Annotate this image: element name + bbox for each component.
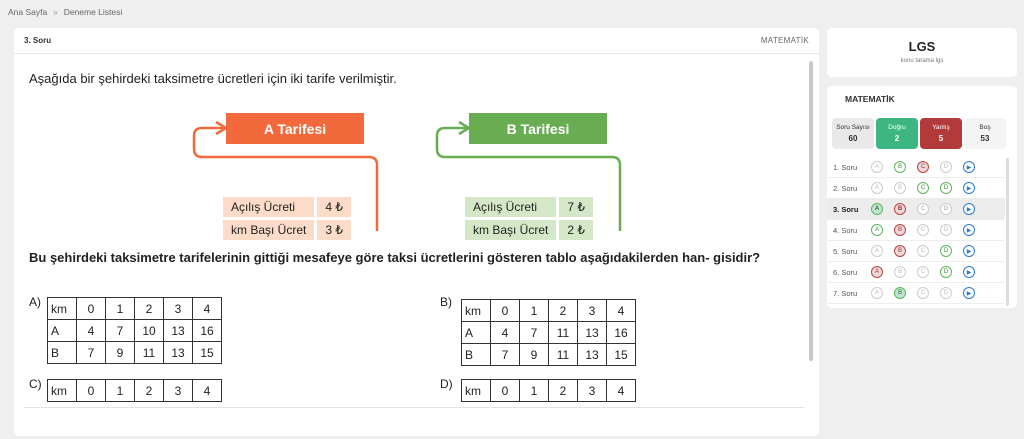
stat-correct <box>876 118 918 149</box>
tariff-arrows <box>14 61 814 231</box>
choice-b-bubble[interactable]: B <box>894 287 906 299</box>
table-cell: 11 <box>549 322 578 344</box>
stat-total-label: Soru Sayısı <box>836 124 870 131</box>
table-cell: 10 <box>135 320 164 342</box>
tariff-b-km-value: 2 ₺ <box>559 220 593 240</box>
table-cell: 13 <box>578 344 607 366</box>
table-cell: 13 <box>164 342 193 364</box>
question-list-label: 1. Soru <box>833 162 858 172</box>
table-row <box>462 300 636 322</box>
table-cell: 1 <box>106 298 135 320</box>
table-cell: 9 <box>106 342 135 364</box>
answer-panel <box>827 86 1017 308</box>
play-icon[interactable]: ▶ <box>963 245 975 257</box>
question-list-label: 7. Soru <box>833 288 858 298</box>
table-cell: 2 <box>135 380 164 402</box>
tariff-b-title: B Tarifesi <box>469 113 607 144</box>
table-cell: 1 <box>520 300 549 322</box>
choice-b-bubble[interactable]: B <box>894 161 906 173</box>
table-cell: 13 <box>578 322 607 344</box>
question-number: 3. Soru <box>24 36 52 45</box>
stat-empty <box>964 118 1006 149</box>
choice-c-bubble[interactable]: C <box>917 161 929 173</box>
option-d-table[interactable] <box>461 379 636 402</box>
table-cell: 15 <box>607 344 636 366</box>
choice-c-bubble[interactable]: C <box>917 266 929 278</box>
table-cell: B <box>462 344 491 366</box>
question-list-item[interactable] <box>827 241 1005 262</box>
table-row <box>48 342 222 364</box>
choice-a-bubble[interactable]: A <box>871 161 883 173</box>
breadcrumb-home[interactable]: Ana Sayfa <box>8 7 48 17</box>
question-list <box>827 157 1005 304</box>
stat-correct-value: 2 <box>894 134 900 143</box>
question-list-item[interactable] <box>827 199 1005 220</box>
play-icon[interactable]: ▶ <box>963 224 975 236</box>
tariff-b-table <box>462 194 596 243</box>
breadcrumb <box>0 0 1024 24</box>
tariff-b-opening-label: Açılış Ücreti <box>465 197 556 217</box>
choice-a-bubble[interactable]: A <box>871 182 883 194</box>
choice-c-bubble[interactable]: C <box>917 287 929 299</box>
question-header <box>14 28 819 54</box>
choice-d-bubble[interactable]: D <box>940 182 952 194</box>
table-cell: 1 <box>106 380 135 402</box>
choice-b-bubble[interactable]: B <box>894 203 906 215</box>
question-list-item[interactable] <box>827 220 1005 241</box>
tariff-a-table <box>220 194 354 243</box>
table-cell: 16 <box>193 320 222 342</box>
question-list-label: 2. Soru <box>833 183 858 193</box>
question-list-item[interactable] <box>827 157 1005 178</box>
question-list-scrollbar[interactable] <box>1006 158 1009 306</box>
table-cell: 7 <box>491 344 520 366</box>
question-content <box>14 61 814 407</box>
table-cell: 2 <box>135 298 164 320</box>
question-list-item[interactable] <box>827 178 1005 199</box>
table-cell: 2 <box>549 380 578 402</box>
table-cell: km <box>48 380 77 402</box>
option-c-table[interactable] <box>47 379 222 402</box>
exam-info-card <box>827 28 1017 77</box>
choice-d-bubble[interactable]: D <box>940 245 952 257</box>
divider <box>24 407 804 408</box>
table-cell: 4 <box>607 300 636 322</box>
table-cell: 4 <box>607 380 636 402</box>
option-d-label[interactable]: D) <box>440 377 453 391</box>
table-cell: 4 <box>491 322 520 344</box>
question-list-item[interactable] <box>827 262 1005 283</box>
option-a-label[interactable]: A) <box>29 295 41 309</box>
question-card <box>14 28 819 436</box>
option-b-table[interactable] <box>461 299 636 366</box>
tariff-a-opening-value: 4 ₺ <box>317 197 351 217</box>
tariff-b-km-label: km Başı Ücret <box>465 220 556 240</box>
table-cell: 4 <box>77 320 106 342</box>
exam-title: LGS <box>908 39 936 54</box>
table-cell: 15 <box>193 342 222 364</box>
table-row <box>48 380 222 402</box>
stat-wrong-label: Yanlış <box>932 124 950 131</box>
table-cell: 16 <box>607 322 636 344</box>
question-list-label: 5. Soru <box>833 246 858 256</box>
choice-c-bubble[interactable]: C <box>917 245 929 257</box>
table-cell: 7 <box>520 322 549 344</box>
option-c-label[interactable]: C) <box>29 377 42 391</box>
stat-wrong <box>920 118 962 149</box>
play-icon[interactable]: ▶ <box>963 182 975 194</box>
stat-correct-label: Doğru <box>888 124 906 131</box>
tariff-a-km-value: 3 ₺ <box>317 220 351 240</box>
breadcrumb-current[interactable]: Deneme Listesi <box>63 7 123 17</box>
exam-subtitle: konu tarama lgs <box>900 58 944 64</box>
choice-c-bubble[interactable]: C <box>917 182 929 194</box>
play-icon[interactable]: ▶ <box>963 287 975 299</box>
table-cell: 1 <box>520 380 549 402</box>
choice-b-bubble[interactable]: B <box>894 182 906 194</box>
table-row <box>48 320 222 342</box>
table-cell: 3 <box>578 380 607 402</box>
table-cell: 0 <box>77 380 106 402</box>
choice-d-bubble[interactable]: D <box>940 287 952 299</box>
choice-b-bubble[interactable]: B <box>894 224 906 236</box>
table-cell: 7 <box>106 320 135 342</box>
play-icon[interactable]: ▶ <box>963 266 975 278</box>
question-list-item[interactable] <box>827 283 1005 304</box>
table-cell: A <box>462 322 491 344</box>
choice-c-bubble[interactable]: C <box>917 203 929 215</box>
stat-wrong-value: 5 <box>938 134 944 143</box>
table-cell: 3 <box>578 300 607 322</box>
question-scrollbar[interactable] <box>809 61 813 361</box>
stat-total-value: 60 <box>848 134 858 143</box>
choice-d-bubble[interactable]: D <box>940 266 952 278</box>
choice-d-bubble[interactable]: D <box>940 203 952 215</box>
table-cell: 7 <box>77 342 106 364</box>
table-row <box>48 298 222 320</box>
choice-d-bubble[interactable]: D <box>940 224 952 236</box>
table-cell: 0 <box>77 298 106 320</box>
choice-a-bubble[interactable]: A <box>871 287 883 299</box>
table-cell: 3 <box>164 298 193 320</box>
table-cell: 3 <box>164 380 193 402</box>
question-list-label: 3. Soru <box>833 204 859 214</box>
table-cell: A <box>48 320 77 342</box>
stat-total <box>832 118 874 149</box>
stat-empty-value: 53 <box>980 134 990 143</box>
tariff-a-title: A Tarifesi <box>226 113 364 144</box>
choice-a-bubble[interactable]: A <box>871 266 883 278</box>
option-b-label[interactable]: B) <box>440 295 452 309</box>
table-cell: km <box>462 380 491 402</box>
play-icon[interactable]: ▶ <box>963 161 975 173</box>
choice-b-bubble[interactable]: B <box>894 266 906 278</box>
breadcrumb-separator: » <box>53 7 58 17</box>
table-row <box>462 344 636 366</box>
choice-a-bubble[interactable]: A <box>871 203 883 215</box>
tariff-a-km-label: km Başı Ücret <box>223 220 314 240</box>
table-cell: 13 <box>164 320 193 342</box>
table-cell: 4 <box>193 380 222 402</box>
choice-b-bubble[interactable]: B <box>894 245 906 257</box>
panel-subject: MATEMATİK <box>845 94 895 104</box>
choice-c-bubble[interactable]: C <box>917 224 929 236</box>
tariff-a-opening-label: Açılış Ücreti <box>223 197 314 217</box>
table-cell: 0 <box>491 380 520 402</box>
stat-empty-label: Boş <box>979 124 991 131</box>
option-a-table[interactable] <box>47 297 222 364</box>
choice-a-bubble[interactable]: A <box>871 245 883 257</box>
table-cell: 11 <box>135 342 164 364</box>
table-cell: B <box>48 342 77 364</box>
table-cell: km <box>48 298 77 320</box>
table-row <box>462 322 636 344</box>
question-prompt: Bu şehirdeki taksimetre tarifelerinin gittiği mesafeye göre taksi ücretlerini gösteren tablo aşağıdakilerden han- gisidir? <box>29 250 761 265</box>
table-cell: 11 <box>549 344 578 366</box>
question-intro: Aşağıda bir şehirdeki taksimetre ücretleri için iki tarife verilmiştir. <box>29 71 397 86</box>
question-list-label: 4. Soru <box>833 225 858 235</box>
play-icon[interactable]: ▶ <box>963 203 975 215</box>
table-cell: 4 <box>193 298 222 320</box>
table-row <box>462 380 636 402</box>
table-cell: 9 <box>520 344 549 366</box>
choice-d-bubble[interactable]: D <box>940 161 952 173</box>
question-list-label: 6. Soru <box>833 267 858 277</box>
choice-a-bubble[interactable]: A <box>871 224 883 236</box>
table-cell: 2 <box>549 300 578 322</box>
tariff-b-opening-value: 7 ₺ <box>559 197 593 217</box>
question-subject: MATEMATİK <box>760 36 809 45</box>
table-cell: km <box>462 300 491 322</box>
table-cell: 0 <box>491 300 520 322</box>
